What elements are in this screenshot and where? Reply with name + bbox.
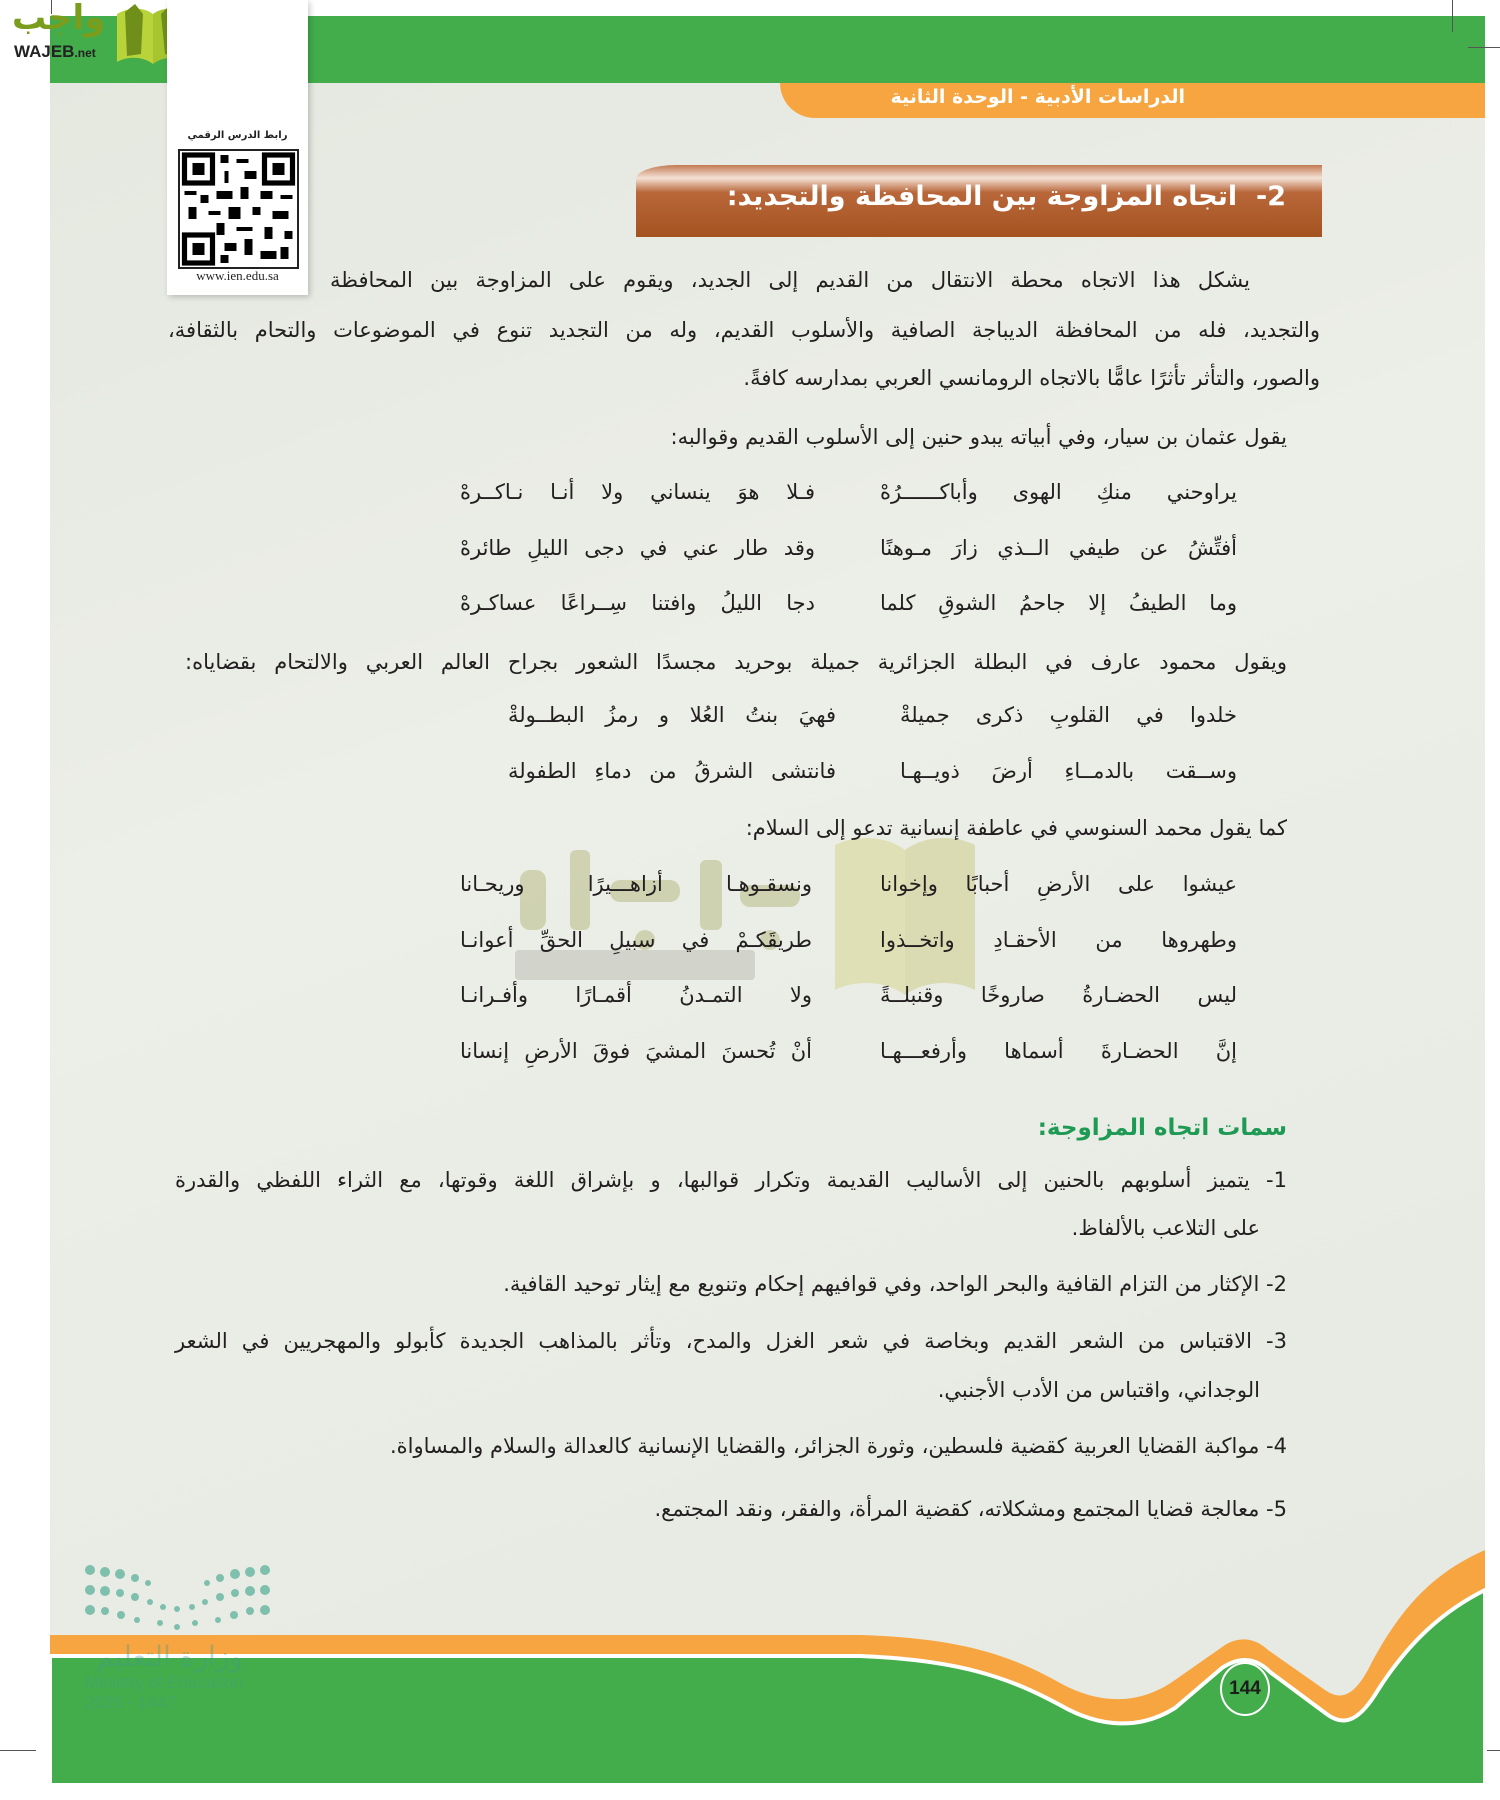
feature-item-line: 4- مواكبة القضايا العربية كقضية فلسطين، وثورة الجزائر، والقضايا الإنسانية كالعدالة والسلام والمساواة.	[389, 1434, 1287, 1458]
features-heading: سمات اتجاه المزاوجة:	[1037, 1115, 1287, 1141]
intro-line: والتجديد، فله من المحافظة الديباجة الصافية والأسلوب القديم، وله من التجديد تنوع في الموضوعات والتحام بالثقافة،	[168, 318, 1320, 342]
qr-url[interactable]: www.ien.edu.sa	[196, 268, 279, 283]
verse-first-hemistich: وطهروها من الأحقـادِ واتخــذوا	[880, 928, 1237, 952]
wajeb-latin-suffix: .net	[74, 46, 96, 60]
intro-line: والصور، والتأثر تأثرًا عامًّا بالاتجاه الرومانسي العربي بمدارسه كافةً.	[743, 366, 1320, 390]
verse-second-hemistich: دجا الليلُ وافتنا سِــراعًا عساكـرهْ	[460, 591, 815, 615]
section-title-text: اتجاه المزاوجة بين المحافظة والتجديد:	[726, 181, 1238, 212]
feature-item-line: 1- يتميز أسلوبهم بالحنين إلى الأساليب القديمة وتكرار قوالبها، و بإشراق اللغة وقوتها، مع الثراء اللفظي والقدرة	[175, 1168, 1287, 1192]
poem-intro: يقول عثمان بن سيار، وفي أبياته يبدو حنين إلى الأسلوب القديم وقوالبه:	[670, 425, 1287, 449]
verse-first-hemistich: خلدوا في القلوبِ ذكرى جميلةْ	[900, 703, 1237, 727]
feature-item-line: 3- الاقتباس من الشعر القديم وبخاصة في شعر الغزل والمدح، وتأثر بالمذاهب الجديدة كأبولو والمهجريين في الشعر	[175, 1329, 1287, 1353]
ministry-name-en: Ministry of Education	[85, 1673, 243, 1692]
verse-second-hemistich: فانتشى الشرقُ من دماءِ الطفولة	[508, 759, 836, 783]
verse-first-hemistich: ليس الحضـارةُ صاروخًا وقنبلــةً	[880, 983, 1237, 1007]
ministry-logo-dots	[85, 1565, 270, 1640]
ministry-logo-text	[85, 1640, 243, 1713]
verse-first-hemistich: وما الطيفُ إلا جاحمُ الشوقِ كلما	[880, 591, 1237, 615]
feature-item-line: 2- الإكثار من التزام القافية والبحر الواحد، وفي قوافيهم إحكام وتنويع مع إيثار توحيد القافية.	[503, 1272, 1287, 1296]
verse-first-hemistich: وســقت بالدمــاءِ أرضَ ذويــهـا	[900, 759, 1237, 783]
unit-title: الدراسات الأدبية - الوحدة الثانية	[890, 86, 1185, 108]
verse-second-hemistich: ونسقـوهـا أزاهـــيرًا وريحـانا	[460, 872, 812, 896]
feature-item-line: الوجداني، واقتباس من الأدب الأجنبي.	[937, 1378, 1260, 1402]
poem-intro: كما يقول محمد السنوسي في عاطفة إنسانية تدعو إلى السلام:	[745, 816, 1287, 840]
intro-line: يشكل هذا الاتجاه محطة الانتقال من القديم إلى الجديد، ويقوم على المزاوجة بين المحافظة	[330, 268, 1250, 292]
ministry-name-ar: وزارة التعليم	[96, 1640, 243, 1673]
verse-second-hemistich: أنْ تُحسنَ المشيَ فوقَ الأرضِ إنسانا	[460, 1039, 812, 1063]
qr-label: رابط الدرس الرقمي	[187, 130, 288, 141]
wajeb-logo-arabic: واجب	[12, 0, 106, 38]
verse-first-hemistich: أفتِّشُ عن طيفي الــذي زارَ مـوهنًا	[880, 536, 1237, 560]
wajeb-latin-text: WAJEB	[14, 42, 75, 61]
feature-item-line: على التلاعب بالألفاظ.	[1071, 1216, 1260, 1240]
verse-second-hemistich: وقد طار عني في دجى الليلِ طائرهْ	[460, 536, 815, 560]
verse-second-hemistich: طريقَكـمْ في سبيلِ الحقِّ أعوانـا	[460, 928, 812, 952]
verse-second-hemistich: ولا التمـدنُ أقمـارًا وأفـرانـا	[460, 983, 812, 1007]
poem-intro: ويقول محمود عارف في البطلة الجزائرية جميلة بوحريد مجسدًا الشعور بجراح العالم العربي والالتحام بقضاياه:	[185, 650, 1287, 674]
verse-first-hemistich: عيشوا على الأرضِ أحبابًا وإخوانا	[880, 872, 1237, 896]
verse-second-hemistich: فهيَ بنتُ العُلا و رمزُ البطــولةْ	[508, 703, 836, 727]
verse-second-hemistich: فـلا هوَ ينساني ولا أنـا نـاكــرهْ	[460, 480, 815, 504]
page-number: 144	[1220, 1662, 1270, 1716]
verse-first-hemistich: يراوحني منكِ الهوى وأباكــــــرُهْ	[880, 480, 1237, 504]
ministry-year: 2025 - 1447	[85, 1693, 176, 1712]
feature-item-line: 5- معالجة قضايا المجتمع ومشكلاته، كقضية المرأة، والفقر، ونقد المجتمع.	[654, 1497, 1287, 1521]
section-number: 2-	[1255, 181, 1286, 212]
verse-first-hemistich: إنَّ الحضـارةَ أسماها وأرفعـــهـا	[880, 1039, 1237, 1063]
